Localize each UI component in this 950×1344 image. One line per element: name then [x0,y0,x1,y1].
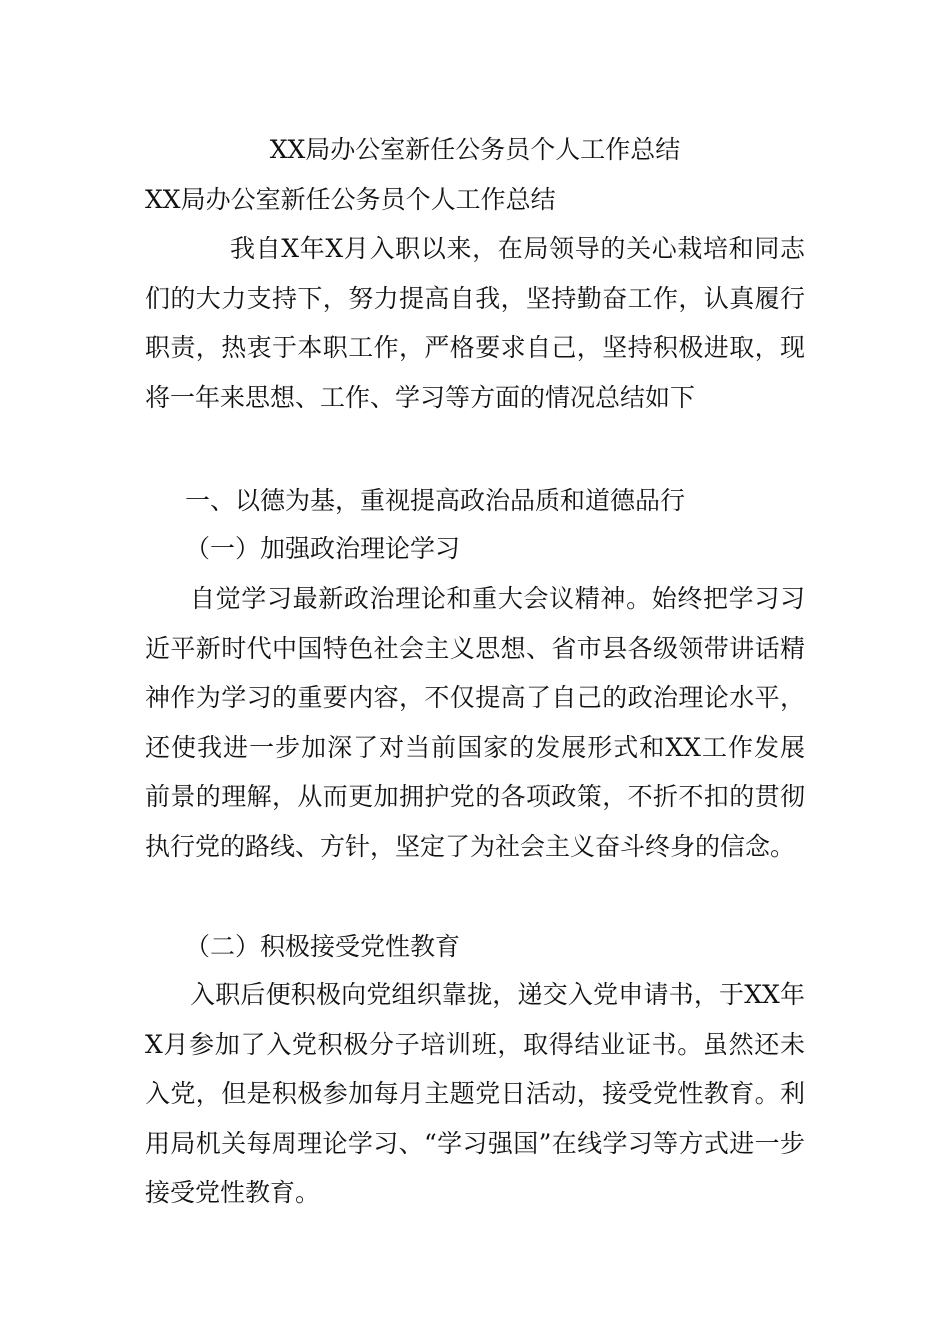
section-heading-1: 一、以德为基，重视提高政治品质和道德品行 [185,486,686,515]
subsection-heading-1: （一）加强政治理论学习 [185,534,461,563]
intro-paragraph: 我自X年X月入职以来，在局领导的关心栽培和同志们的大力支持下，努力提高自我，坚持勤奋工作，认真履行职责，热衷于本职工作，严格要求自己，坚持积极进取，现将一年来思想、工作、学习等方面的情况总结如下 [145,234,805,412]
document-title: XX局办公室新任公务员个人工作总结 [269,135,681,164]
subsection-body-1: 自觉学习最新政治理论和重大会议精神。始终把学习习近平新时代中国特色社会主义思想、省市县各级领带讲话精神作为学习的重要内容，不仅提高了自己的政治理论水平，还使我进一步加深了对当前国家的发展形式和XX工作发展前景的理解，从而更加拥护党的各项政策，不折不扣的贯彻执行党的路线、方针，坚定了为社会主义奋斗终身的信念。 [145,584,805,861]
subsection-body-2: 入职后便积极向党组织靠拢，递交入党申请书，于XX年X月参加了入党积极分子培训班，取得结业证书。虽然还未入党，但是积极参加每月主题党日活动，接受党性教育。利用局机关每周理论学习、“学习强国”在线学习等方式进一步接受党性教育。 [145,980,805,1207]
subsection-heading-2: （二）积极接受党性教育 [185,932,461,961]
document-subtitle: XX局办公室新任公务员个人工作总结 [145,185,556,214]
